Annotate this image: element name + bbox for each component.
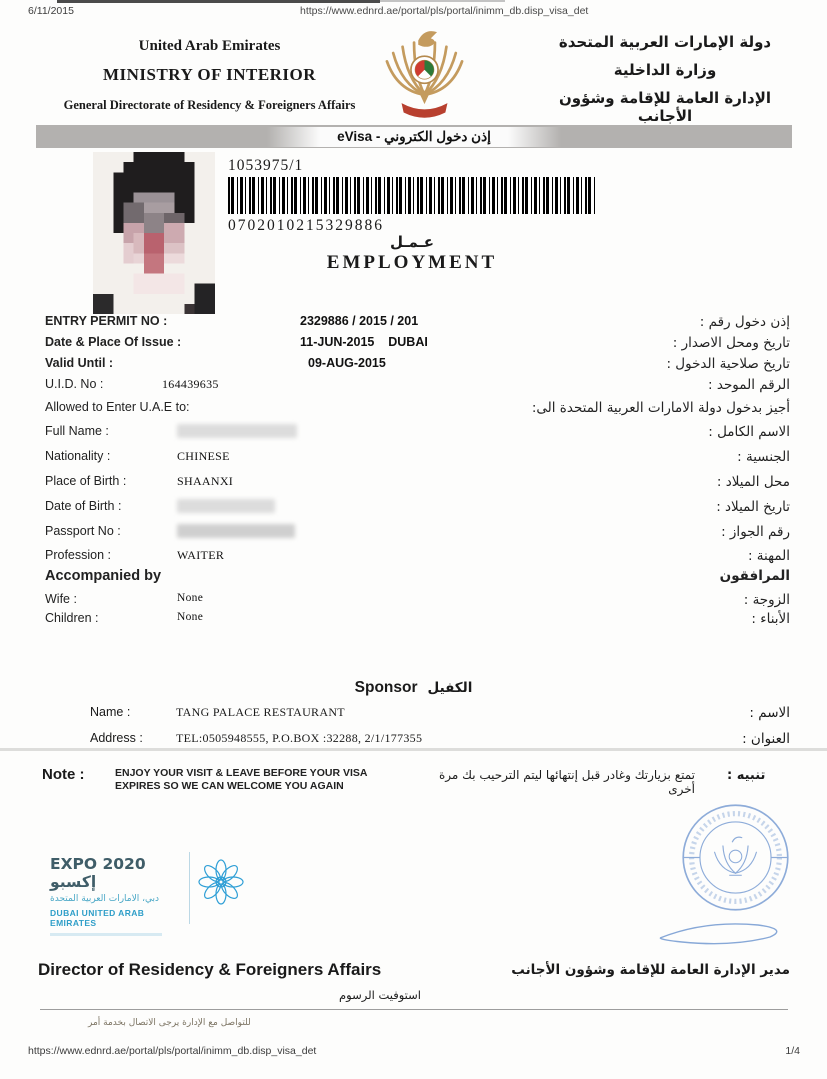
field-value: CHINESE bbox=[177, 449, 230, 463]
letterhead-english bbox=[52, 38, 367, 113]
letterhead-arabic bbox=[538, 33, 792, 125]
field-label-en: Full Name : bbox=[45, 424, 109, 438]
note-label-en: Note : bbox=[42, 766, 85, 783]
visa-type-arabic: عـمـل bbox=[390, 233, 434, 251]
expo-2020-logo bbox=[50, 855, 186, 936]
sponsor-heading-ar: الكفيل bbox=[427, 680, 473, 696]
field-label-ar: المهنة : bbox=[747, 548, 790, 564]
expo-flower-icon bbox=[197, 858, 245, 906]
divider bbox=[189, 852, 190, 924]
field-label-ar: الأبناء : bbox=[751, 611, 790, 627]
note-text-ar: تمتع بزيارتك وغادر قبل إنتهائها ليتم الترحيب بك مرة أخرى bbox=[438, 768, 695, 796]
redacted-value bbox=[177, 524, 295, 538]
field-value: 11-JUN-2015 DUBAI bbox=[300, 335, 428, 349]
field-label-en: Valid Until : bbox=[45, 356, 114, 370]
section-heading-en: Accompanied by bbox=[45, 568, 162, 584]
field-label-en: Date of Birth : bbox=[45, 499, 122, 513]
field-row-place-of-birth bbox=[0, 474, 827, 499]
field-label-ar: تاريخ الميلاد : bbox=[716, 499, 790, 515]
visa-type-title: EMPLOYMENT bbox=[326, 252, 498, 273]
field-label-en: Wife : bbox=[45, 592, 77, 606]
note-label-ar: تنبيه : bbox=[727, 768, 766, 783]
field-label-en: Profession : bbox=[45, 548, 112, 562]
footer-divider bbox=[40, 1009, 788, 1010]
field-label-ar: محل الميلاد : bbox=[716, 474, 790, 490]
field-label-en: U.I.D. No : bbox=[45, 377, 104, 391]
official-round-stamp bbox=[678, 800, 793, 915]
field-label-ar: رقم الجواز : bbox=[721, 524, 790, 540]
field-value: SHAANXI bbox=[177, 474, 234, 488]
field-value: TEL:0505948555, P.O.BOX :32288, 2/1/177355 bbox=[176, 731, 423, 745]
field-row-allowed-to-enter bbox=[0, 400, 827, 424]
field-label-ar: الزوجة : bbox=[743, 592, 790, 608]
section-heading-ar: المرافقون bbox=[719, 568, 790, 584]
barcode bbox=[228, 177, 596, 214]
field-label-en: Name : bbox=[90, 705, 131, 719]
scan-artifact bbox=[380, 0, 505, 2]
redacted-value bbox=[177, 499, 275, 513]
field-label-ar: إذن دخول رقم : bbox=[699, 314, 790, 330]
director-title-ar: مدير الإدارة العامة للإقامة وشؤون الأجانب bbox=[511, 962, 790, 978]
field-label-ar: العنوان : bbox=[742, 731, 790, 747]
scan-artifact bbox=[57, 0, 380, 3]
field-label-en: Address : bbox=[90, 731, 143, 745]
expo-title: EXPO 2020 إكسبو bbox=[50, 855, 146, 891]
field-label-ar: الجنسية : bbox=[737, 449, 790, 465]
field-value: None bbox=[177, 611, 204, 623]
field-label-en: Place of Birth : bbox=[45, 474, 127, 488]
field-label-ar: أجيز بدخول دولة الامارات العربية المتحدة الى: bbox=[531, 400, 790, 416]
expo-subtitle-ar: دبي، الامارات العربية المتحدة bbox=[50, 894, 160, 904]
ministry-name-ar: وزارة الداخلية bbox=[613, 61, 717, 79]
field-label-ar: الرقم الموحد : bbox=[708, 377, 790, 393]
field-row-passport-no bbox=[0, 524, 827, 548]
expo-subtitle-en: DUBAI UNITED ARAB EMIRATES bbox=[50, 908, 145, 928]
field-row-profession bbox=[0, 548, 827, 568]
fees-received-ar: استوفيت الرسوم bbox=[339, 988, 421, 1002]
stamp-falcon bbox=[715, 837, 757, 873]
note-text-en-line2: EXPIRES SO WE CAN WELCOME YOU AGAIN bbox=[115, 780, 344, 792]
applicant-photo bbox=[93, 152, 215, 314]
field-row-valid-until bbox=[0, 356, 827, 377]
directorate-name-en: General Directorate of Residency & Foreigners Affairs bbox=[63, 98, 356, 112]
signature bbox=[650, 912, 795, 957]
director-title-en: Director of Residency & Foreigners Affairs bbox=[38, 960, 382, 979]
evisa-banner-title: eVisa - إذن دخول الكتروني bbox=[267, 127, 561, 147]
header-url: https://www.ednrd.ae/portal/pls/portal/inimm_db.disp_visa_det bbox=[300, 5, 589, 17]
field-label-ar: الاسم الكامل : bbox=[708, 424, 790, 440]
field-value: 09-AUG-2015 bbox=[308, 356, 386, 370]
country-name-ar: دولة الإمارات العربية المتحدة bbox=[558, 33, 772, 51]
field-value: None bbox=[177, 592, 204, 604]
visa-fields bbox=[0, 314, 827, 630]
uae-falcon-emblem bbox=[372, 28, 477, 124]
evisa-banner bbox=[36, 125, 792, 148]
expo-rule bbox=[50, 933, 162, 936]
field-label-en: Date & Place Of Issue : bbox=[45, 335, 182, 349]
field-label-en: ENTRY PERMIT NO : bbox=[45, 314, 168, 328]
field-label-en: Passport No : bbox=[45, 524, 121, 538]
directorate-name-ar: الإدارة العامة للإقامة وشؤون الأجانب bbox=[558, 89, 772, 125]
field-value: 2329886 / 2015 / 201 bbox=[300, 314, 419, 328]
footer-url: https://www.ednrd.ae/portal/pls/portal/inimm_db.disp_visa_det bbox=[28, 1045, 317, 1057]
divider bbox=[0, 748, 827, 751]
print-date: 6/11/2015 bbox=[28, 5, 74, 17]
sponsor-row-address bbox=[0, 731, 827, 747]
field-value: WAITER bbox=[177, 548, 225, 562]
sponsor-heading bbox=[0, 679, 827, 697]
field-label-en: Nationality : bbox=[45, 449, 111, 463]
field-label-ar: تاريخ صلاحية الدخول : bbox=[666, 356, 790, 372]
field-value: TANG PALACE RESTAURANT bbox=[176, 705, 345, 719]
field-value: 164439635 bbox=[162, 377, 219, 391]
contact-note-ar: للتواصل مع الإدارة يرجى الاتصال بخدمة أمر bbox=[88, 1018, 251, 1028]
field-row-wife bbox=[0, 592, 827, 611]
redacted-value bbox=[177, 424, 297, 438]
field-label-ar: الاسم : bbox=[749, 705, 790, 721]
sponsor-section bbox=[0, 705, 827, 747]
field-row-uid-no bbox=[0, 377, 827, 400]
note-text-en-line1: ENJOY YOUR VISIT & LEAVE BEFORE YOUR VISA bbox=[115, 767, 368, 779]
ministry-name-en: MINISTRY OF INTERIOR bbox=[102, 65, 317, 84]
field-row-children bbox=[0, 611, 827, 630]
stamp-ring-text bbox=[692, 814, 780, 902]
field-row-full-name bbox=[0, 424, 827, 449]
visa-file-number: 1053975/1 bbox=[228, 157, 304, 174]
field-row-date-of-birth bbox=[0, 499, 827, 524]
section-heading-accompanied-by bbox=[0, 568, 827, 592]
sponsor-heading-en: Sponsor bbox=[354, 679, 418, 696]
barcode-number: 0702010215329886 bbox=[228, 217, 384, 234]
field-row-date-place-of-issue bbox=[0, 335, 827, 356]
sponsor-row-name bbox=[0, 705, 827, 721]
field-label-en: Children : bbox=[45, 611, 99, 625]
field-label-en: Allowed to Enter U.A.E to: bbox=[45, 400, 190, 414]
emblem-ribbon bbox=[402, 103, 448, 118]
field-label-ar: تاريخ ومحل الاصدار : bbox=[672, 335, 790, 351]
page-number: 1/4 bbox=[785, 1045, 800, 1057]
country-name-en: United Arab Emirates bbox=[138, 38, 281, 54]
note-text-en bbox=[115, 767, 415, 793]
field-row-nationality bbox=[0, 449, 827, 474]
field-row-entry-permit-no bbox=[0, 314, 827, 335]
